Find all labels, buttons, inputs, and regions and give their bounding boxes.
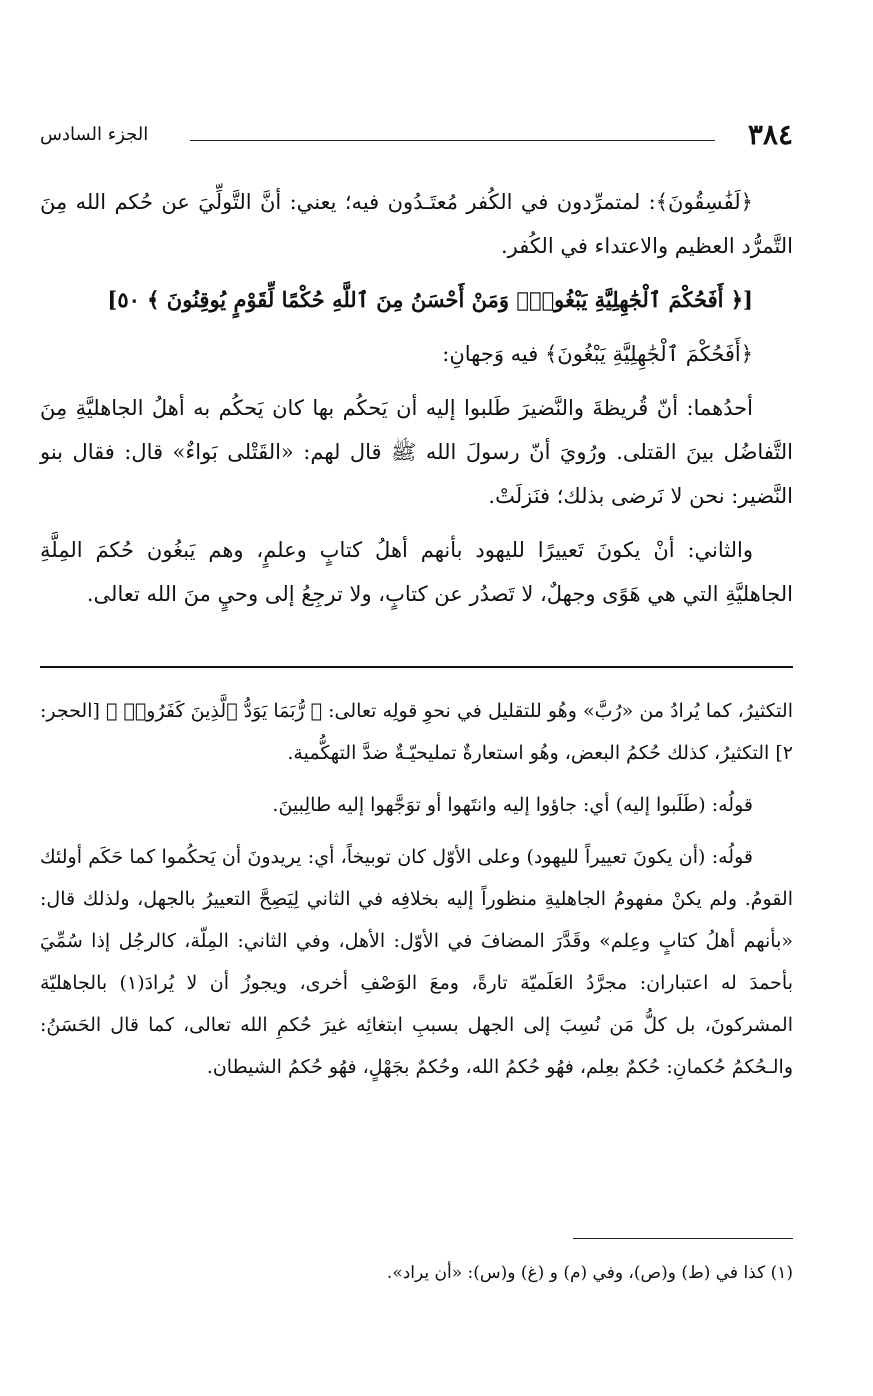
commentary-divider bbox=[40, 666, 793, 668]
header-rule bbox=[190, 140, 715, 141]
commentary-paragraph: التكثيرُ، كما يُرادُ من «رُبَّ» وهُو للتقليل في نحوِ قولِه تعالى: ﴿ رُّبَمَا يَوَدُّ ٱلَّذِينَ كَفَرُوا۟ ﴾ [الحجر: ٢] التكثيرُ، كذلك حُكمُ البعض، وهُو استعارةٌ تمليحيّـةٌ ضدَّ التهكُّمية. bbox=[40, 700, 793, 764]
paragraph-fasiqun: ﴿لَفَٰسِقُونَ﴾: لمتمرِّدون في الكُفر مُعتَـدُون فيه؛ يعني: أنَّ التَّولِّيَ عن حُكم الله مِنَ التَّمرُّد العظيم والاعتداء في الكُفر. bbox=[40, 190, 793, 258]
main-text bbox=[40, 180, 793, 626]
page-header bbox=[40, 118, 793, 158]
paragraph-second-aspect: والثاني: أنْ يكونَ تَعييرًا لليهود بأنهم أهلُ كتابٍ وعلمٍ، وهم يَبغُون حُكمَ المِلَّةِ الجاهليَّةِ التي هي هَوًى وجهلٌ، لا تَصدُر عن كتابٍ، ولا ترجِعُ إلى وحيٍ منَ الله تعالى. bbox=[40, 538, 793, 606]
commentary-paragraph: قولُه: (طَلَبوا إليه) أي: جاؤوا إليه وانتَهوا أو توَجَّهوا إليه طالِبينَ. bbox=[272, 794, 753, 816]
commentary-text bbox=[40, 690, 793, 1098]
quran-verse: [﴿ أَفَحُكْمَ ٱلْجَٰهِلِيَّةِ يَبْغُونَۚ وَمَنْ أَحْسَنُ مِنَ ٱللَّهِ حُكْمًا لِّقَوْمٍ يُوقِنُونَ ﴾ ٥٠] bbox=[107, 287, 753, 312]
commentary-paragraph: قولُه: (أن يكونَ تعييراً لليهود) وعلى الأوّل كان توبيخاً، أي: يريدونَ أن يَحكُموا كما حَكَم أولئك القومُ. ولم يكنْ مفهومُ الجاهليةِ منظوراً إليه بخلافِه في الثاني لِيَصِحَّ التعييرُ بالجهل، ولذلك قال: «بأنهم أهلُ كتابٍ وعِلم» وقَدَّرَ المضافَ في الأوّل: الأهل، وفي الثاني: المِلّة، كالرجُل إذا سُمِّيَ بأحمدَ له اعتباران: مجرَّدُ العَلَميّة تارةً، ومعَ الوَصْفِ أخرى، ويجوزُ أن لا يُرادَ(١) بالجاهليّة المشركونَ، بل كلُّ مَن نُسِبَ إلى الجهل بسببِ ابتغائِه غيرَ حُكمِ الله تعالى، كما قال الحَسَنُ: والـحُكمُ حُكمانِ: حُكمٌ بعِلم، فهُو حُكمُ الله، وحُكمٌ بجَهْلٍ، فهُو حُكمُ الشيطان. bbox=[40, 846, 793, 1078]
page bbox=[40, 0, 793, 1396]
paragraph-two-aspects: ﴿أَفَحُكْمَ ٱلْجَٰهِلِيَّةِ يَبْغُونَ﴾ فيه وَجهانِ: bbox=[442, 342, 753, 366]
paragraph-first-aspect: أحدُهما: أنّ قُريظةَ والنَّضيرَ طَلبوا إليه أن يَحكُم بها كان يَحكُم به أهلُ الجاهليَّةِ مِنَ التَّفاضُل بينَ القتلى. ورُويَ أنّ رسولَ الله ﷺ قال لهم: «القَتْلى بَواءٌ» قال: فقال بنو النَّضير: نحن لا نَرضى بذلك؛ فنَزلَتْ. bbox=[40, 396, 793, 508]
footnote-rule bbox=[573, 1238, 793, 1239]
footnote: (١) كذا في (ط) و(ص)، وفي (م) و (غ) و(س): «أن يراد». bbox=[386, 1263, 793, 1283]
page-number: ٣٨٤ bbox=[747, 118, 793, 151]
running-title: الجزء السادس bbox=[40, 124, 149, 145]
